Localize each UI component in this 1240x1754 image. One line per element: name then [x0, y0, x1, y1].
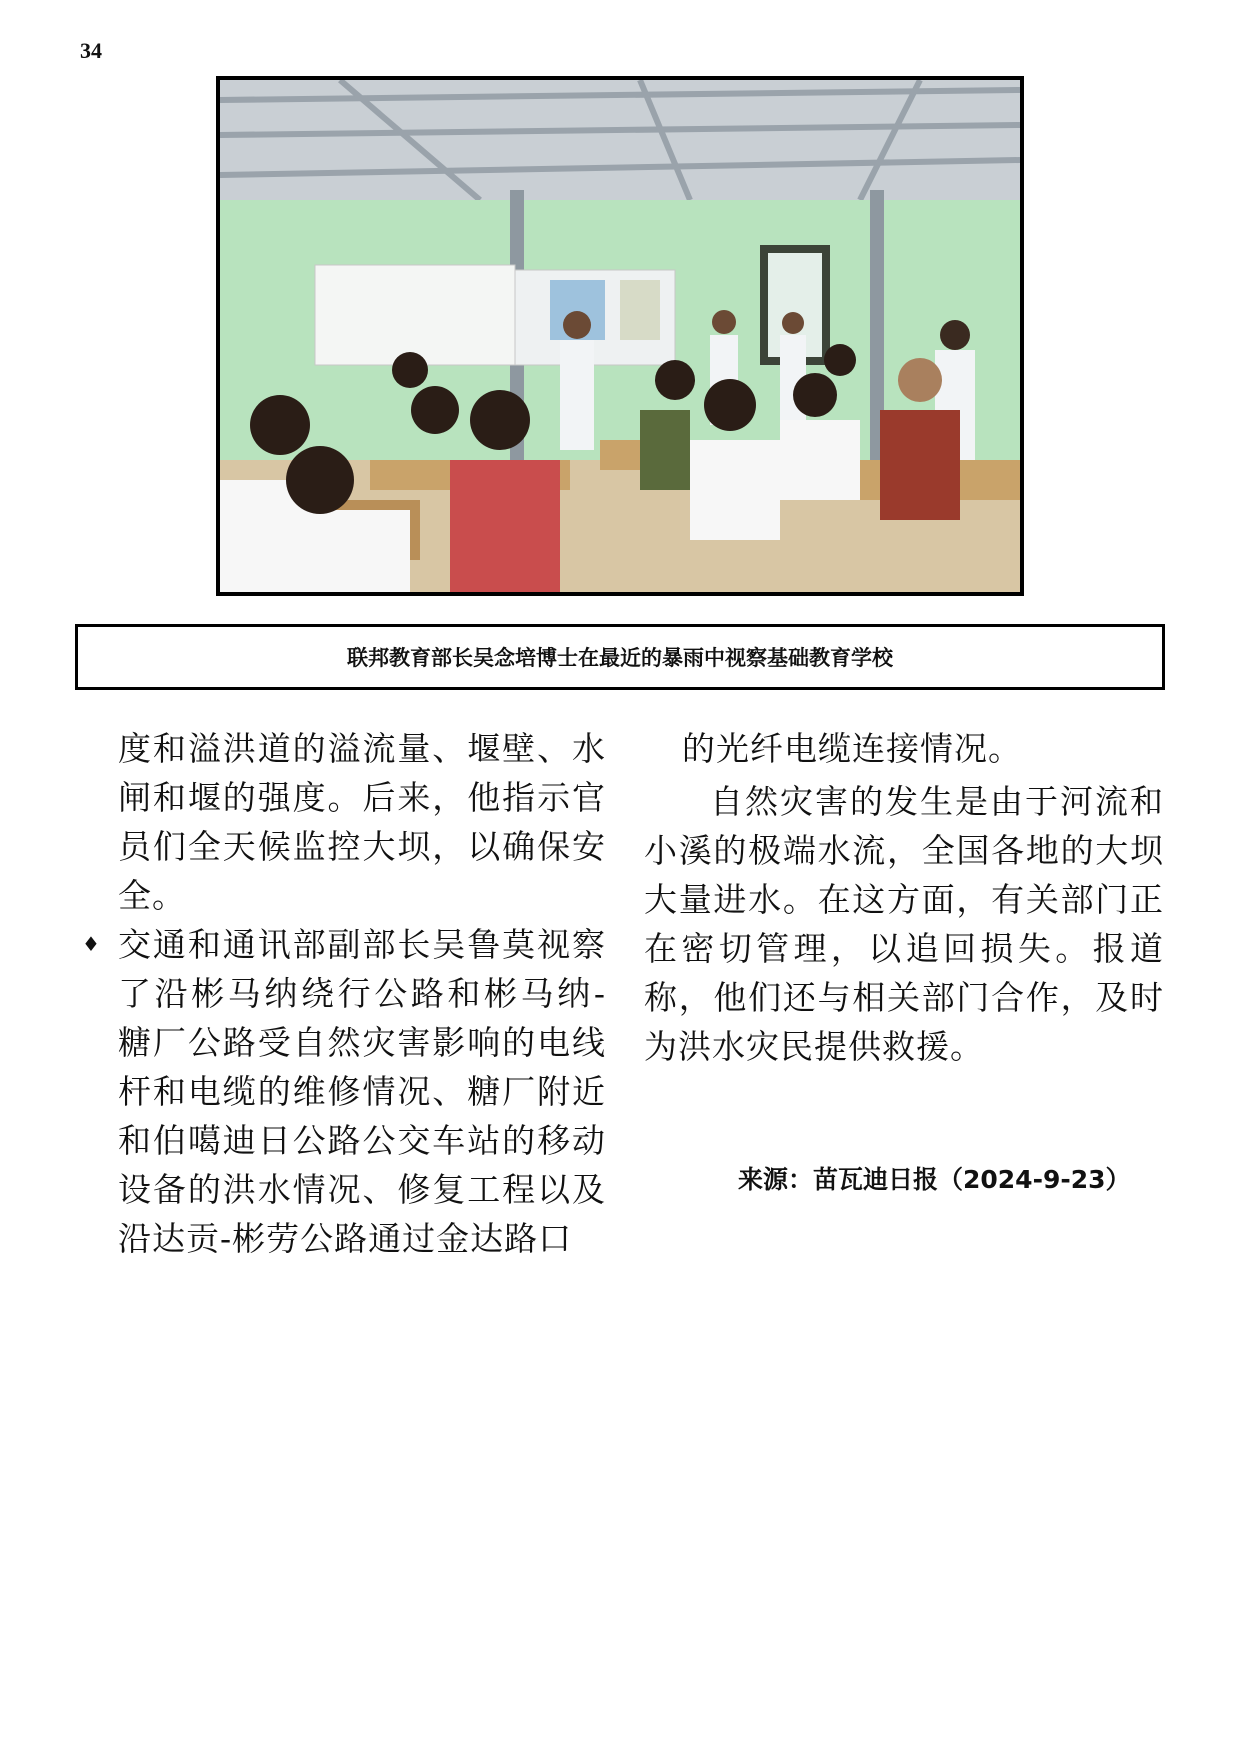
page-number: 34	[80, 38, 102, 63]
left-column	[82, 724, 606, 1263]
photo-caption-box	[75, 624, 1165, 690]
source-attribution: 来源：苗瓦迪日报（2024-9-23）	[738, 1165, 1131, 1194]
classroom-photo-icon	[220, 80, 1020, 592]
left-paragraph-1: 度和溢洪道的溢流量、堰壁、水闸和堰的强度。后来，他指示官员们全天候监控大坝，以确保安全。	[118, 729, 606, 915]
photo-caption: 联邦教育部长吴念培博士在最近的暴雨中视察基础教育学校	[347, 646, 893, 670]
bullet-item	[82, 920, 606, 1263]
right-paragraph-2: 自然灾害的发生是由于河流和小溪的极端水流，全国各地的大坝大量进水。在这方面，有关部门正在密切管理，以追回损失。报道称，他们还与相关部门合作，及时为洪水灾民提供救援。	[644, 782, 1164, 1066]
classroom-photo	[216, 76, 1024, 596]
right-paragraph-1: 的光纤电缆连接情况。	[682, 729, 1022, 768]
diamond-bullet-icon: ♦	[82, 932, 101, 956]
right-column	[644, 724, 1164, 1071]
bullet-text: 交通和通讯部副部长吴鲁莫视察了沿彬马纳绕行公路和彬马纳-糖厂公路受自然灾害影响的电线杆和电缆的维修情况、糖厂附近和伯噶迪日公路公交车站的移动设备的洪水情况、修复工程以及沿达贡-彬劳公路通过金达路口	[118, 925, 606, 1258]
